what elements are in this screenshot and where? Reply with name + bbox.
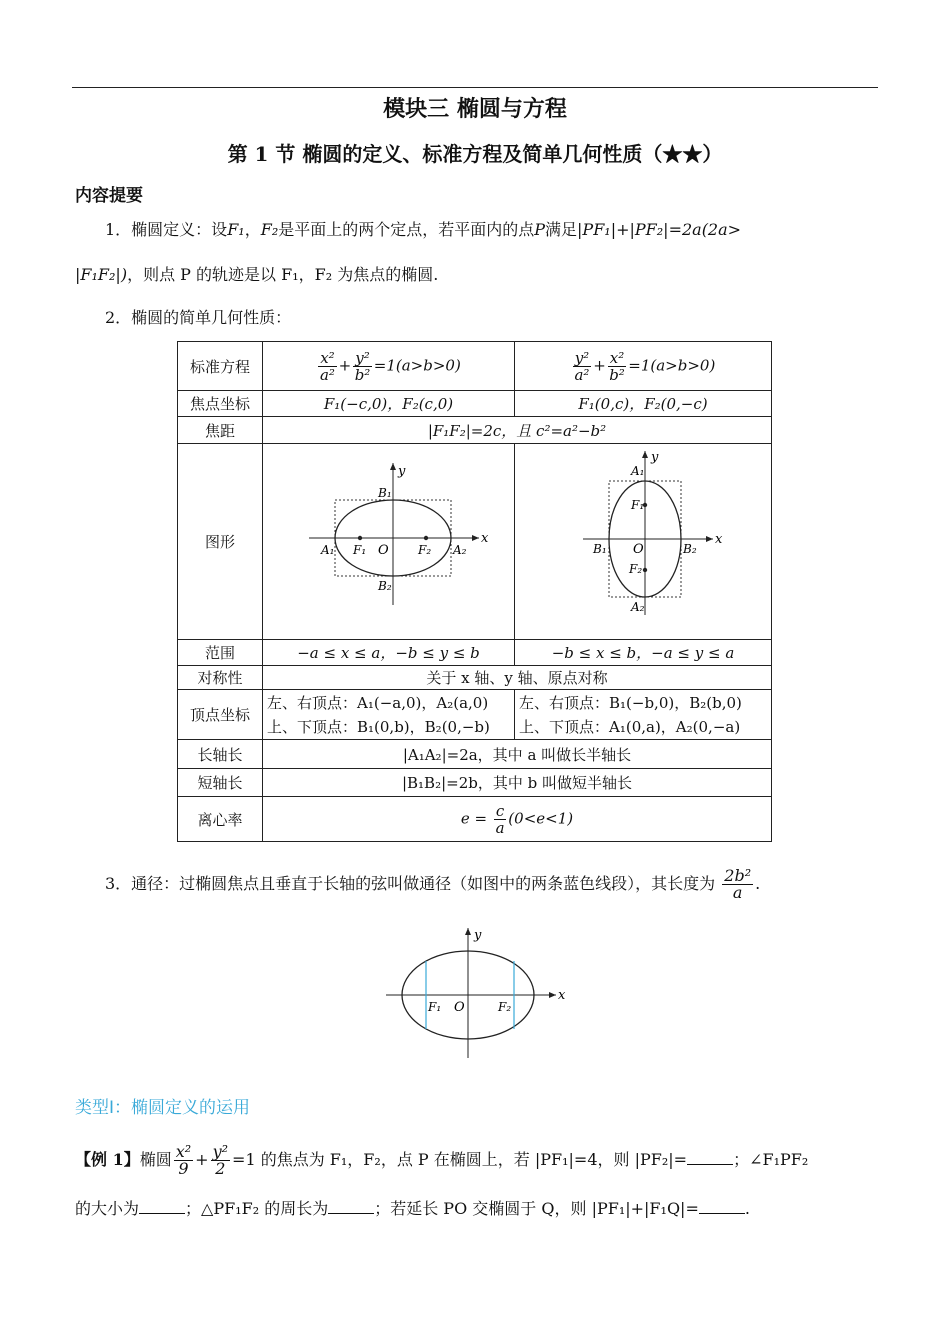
table-row <box>178 666 772 690</box>
f2-label: F₂ <box>498 1000 512 1014</box>
x-label: x <box>715 531 723 547</box>
y-arrow-icon <box>465 928 471 935</box>
latus-rectum-figure <box>380 922 580 1064</box>
table-row <box>178 342 772 391</box>
table-row <box>178 769 772 797</box>
table-row <box>178 417 772 444</box>
vertices-horizontal <box>263 690 515 740</box>
vertex-line: 左、右顶点：A₁(−a,0)，A₂(a,0) <box>267 693 489 712</box>
properties-table <box>177 341 772 842</box>
y-label: y <box>474 928 482 943</box>
row-label: 对称性 <box>178 666 263 690</box>
minor-axis: |B₁B₂|=2b，其中 b 叫做短半轴长 <box>263 769 772 797</box>
answer-blank[interactable] <box>699 1199 745 1214</box>
row-label: 离心率 <box>178 797 263 842</box>
example1-line1: 【例 1】椭圆 $\frac{\text{x²}}{9}$ + $\frac{\text{y²}}{2}$ =1 的焦点为 F₁，F₂，点 P 在椭圆上，若 |PF₁|=4，则 |PF₂|= ；∠F₁PF₂ <box>75 1142 809 1178</box>
table-row <box>178 640 772 666</box>
item3-line: 3．通径：过椭圆焦点且垂直于长轴的弦叫做通径（如图中的两条蓝色线段），其长度为 $\frac{\text{2b²}}{a}$ . <box>105 866 761 902</box>
f1-label: F₁ <box>352 542 366 557</box>
figure-vertical-cell <box>515 444 772 640</box>
x-arrow-icon <box>549 992 556 998</box>
foci-vertical: F₁(0,c)，F₂(0,−c) <box>515 391 772 417</box>
b1-label: B₁ <box>593 541 607 556</box>
a2-label: A₂ <box>452 542 466 557</box>
a1-label: A₁ <box>631 463 645 478</box>
f1-label: F₁ <box>428 1000 442 1014</box>
eccentricity: e = $\frac{c}{a}$ (0<e<1) <box>263 797 772 842</box>
section-title: 第 1 节 椭圆的定义、标准方程及简单几何性质（★★） <box>227 142 723 166</box>
a2-label: A₂ <box>631 599 645 614</box>
vertex-line: 上、下顶点：A₁(0,a)，A₂(0,−a) <box>519 717 741 736</box>
f1-label: F₁ <box>631 497 645 512</box>
vertical-ellipse-figure <box>523 445 763 635</box>
row-label: 焦距 <box>178 417 263 444</box>
horizontal-ellipse-figure <box>269 445 509 635</box>
b2-label: B₂ <box>377 578 392 593</box>
answer-blank[interactable] <box>687 1150 733 1165</box>
summary-label: 内容提要 <box>75 186 143 206</box>
row-label: 图形 <box>178 444 263 640</box>
origin-label: O <box>633 541 644 557</box>
focal-distance: |F₁F₂|=2c，且 c²=a²−b² <box>263 417 772 444</box>
b2-label: B₂ <box>683 541 697 556</box>
b1-label: B₁ <box>377 485 392 500</box>
range-vertical: −b ≤ x ≤ b，−a ≤ y ≤ a <box>515 640 772 666</box>
answer-blank[interactable] <box>139 1199 185 1214</box>
item1-line2: |F₁F₂|)，则点 P 的轨迹是以 F₁，F₂ 为焦点的椭圆. <box>75 265 439 284</box>
f2-label: F₂ <box>417 542 431 557</box>
module-title: 模块三 椭圆与方程 <box>383 96 567 122</box>
table-row <box>178 740 772 769</box>
table-row <box>178 690 772 740</box>
range-horizontal: −a ≤ x ≤ a，−b ≤ y ≤ b <box>263 640 515 666</box>
vertices-vertical <box>515 690 772 740</box>
origin-label: O <box>454 1000 465 1015</box>
y-arrow-icon <box>642 451 648 458</box>
row-label: 焦点坐标 <box>178 391 263 417</box>
y-label: y <box>651 449 659 465</box>
a1-label: A₁ <box>320 542 334 557</box>
example1-line2: 的大小为 ；△PF₁F₂ 的周长为 ；若延长 PO 交椭圆于 Q，则 |PF₁|+|F₁Q|= . <box>75 1199 750 1218</box>
major-axis: |A₁A₂|=2a，其中 a 叫做长半轴长 <box>263 740 772 769</box>
f2-label: F₂ <box>629 561 643 576</box>
standard-equation-horizontal: $\frac{\text{x²}}{\text{a²}}$ + $\frac{\text{y²}}{\text{b²}}$ =1(a>b>0) <box>263 342 515 391</box>
symmetry: 关于 x 轴、y 轴、原点对称 <box>263 666 772 690</box>
answer-blank[interactable] <box>328 1199 374 1214</box>
y-arrow-icon <box>390 463 396 470</box>
top-rule <box>72 87 878 88</box>
row-label: 短轴长 <box>178 769 263 797</box>
item2-heading: 2．椭圆的简单几何性质： <box>105 308 292 327</box>
table-row <box>178 444 772 640</box>
row-label: 范围 <box>178 640 263 666</box>
row-label: 标准方程 <box>178 342 263 391</box>
row-label: 顶点坐标 <box>178 690 263 740</box>
y-label: y <box>397 463 405 479</box>
figure-horizontal-cell <box>263 444 515 640</box>
vertex-line: 上、下顶点：B₁(0,b)，B₂(0,−b) <box>267 717 490 736</box>
x-label: x <box>480 530 488 546</box>
focus-point <box>423 535 427 539</box>
standard-equation-vertical: $\frac{\text{y²}}{\text{a²}}$ + $\frac{\text{x²}}{\text{b²}}$ =1(a>b>0) <box>515 342 772 391</box>
row-label: 长轴长 <box>178 740 263 769</box>
focus-point <box>643 567 647 571</box>
focus-point <box>357 535 361 539</box>
vertex-line: 左、右顶点：B₁(−b,0)，B₂(b,0) <box>519 693 742 712</box>
x-arrow-icon <box>706 536 713 542</box>
item1-line1: 1．椭圆定义：设F₁，F₂是平面上的两个定点，若平面内的点P满足|PF₁|+|PF₂|=2a(2a> <box>105 220 742 239</box>
type-heading: 类型Ⅰ：椭圆定义的运用 <box>75 1098 251 1118</box>
foci-horizontal: F₁(−c,0)，F₂(c,0) <box>263 391 515 417</box>
origin-label: O <box>377 542 389 558</box>
x-arrow-icon <box>472 535 479 541</box>
x-label: x <box>558 988 566 1003</box>
table-row <box>178 391 772 417</box>
table-row <box>178 797 772 842</box>
